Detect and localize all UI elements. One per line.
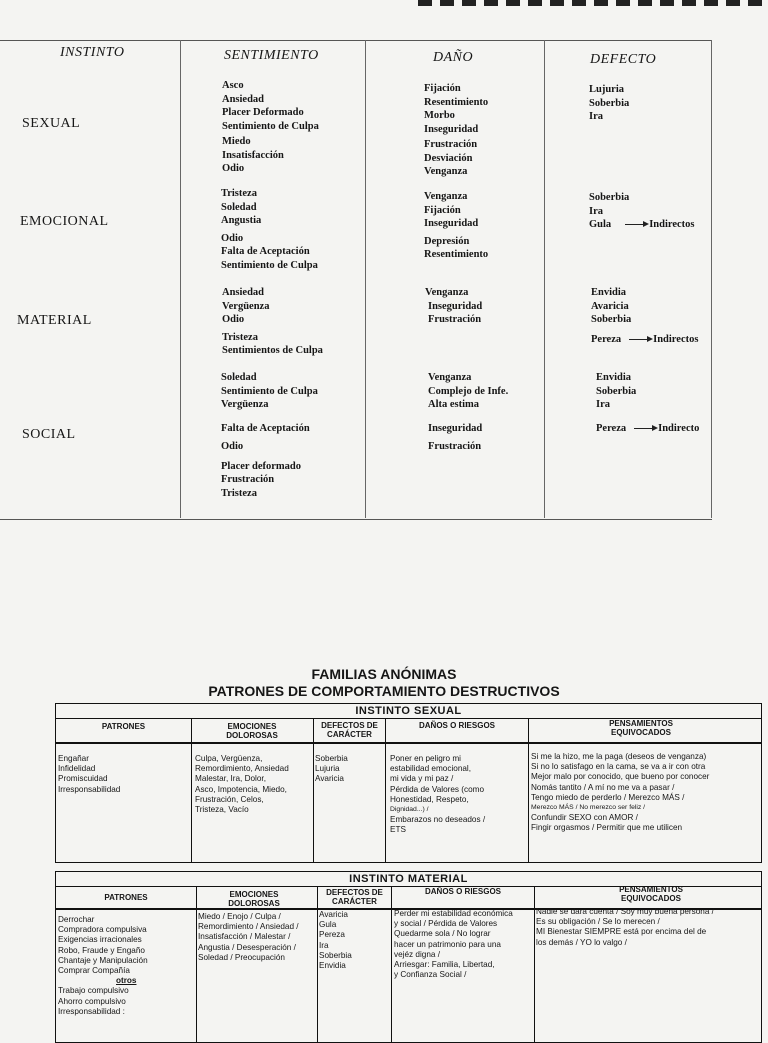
col-header-patrones: PATRONES	[104, 893, 148, 902]
defecto-list: Envidia Avaricia Soberbia Pereza Indirectos	[591, 287, 699, 345]
column-divider	[385, 719, 386, 862]
arrow-icon	[634, 428, 656, 429]
patrones-cell: Engañar Infidelidad Promiscuidad Irresponsabilidad	[58, 754, 121, 794]
material-table-title: INSTINTO MATERIAL	[56, 872, 761, 887]
arrow-icon	[629, 339, 651, 340]
sexual-table	[55, 703, 762, 863]
column-divider	[711, 40, 712, 518]
row-label-emocional: EMOCIONAL	[20, 214, 109, 229]
header-defecto: DEFECTO	[590, 52, 657, 67]
sentimiento-list: Soledad Sentimiento de Culpa Vergüenza Falta de Aceptación Odio Placer deformado Frustración Tristeza	[221, 372, 318, 499]
danos-cell: Perder mi estabilidad económica y social / Pérdida de Valores Quedarme sola / No lograr hacer un patrimonio para una vejéz digna / Arriesgar: Familia, Libertad, y Confianza Social /	[394, 909, 513, 980]
col-header-pensamientos: PENSAMIENTOS EQUIVOCADOS	[609, 719, 673, 737]
col-header-pensamientos: PENSAMIENTOS EQUIVOCADOS	[619, 885, 683, 903]
patrones-cell: Derrochar Compradora compulsiva Exigencias irracionales Robo, Fraude y Engaño Chantaje y Manipulación Comprar Compañía otros Trabajo compulsivo Ahorro compulsivo Irresponsabilidad :	[58, 915, 148, 1016]
column-divider	[317, 887, 318, 1042]
top-edge-mark	[418, 0, 768, 6]
col-header-emociones: EMOCIONES DOLOROSAS	[226, 722, 278, 740]
sexual-table-title: INSTINTO SEXUAL	[56, 704, 761, 719]
defectos-cell: Avaricia Gula Pereza Ira Soberbia Envidia	[319, 910, 352, 971]
row-label-material: MATERIAL	[17, 313, 92, 328]
dano-list: Venganza Complejo de Infe. Alta estima Inseguridad Frustración	[428, 372, 509, 452]
header-sentimiento: SENTIMIENTO	[224, 48, 319, 63]
header-divider	[56, 742, 761, 744]
col-header-patrones: PATRONES	[101, 722, 146, 731]
dano-list: Venganza Fijación Inseguridad Depresión Resentimiento	[424, 191, 489, 260]
column-divider	[365, 40, 366, 518]
column-divider	[196, 887, 197, 1042]
emociones-cell: Miedo / Enojo / Culpa / Remordimiento / Ansiedad / Insatisfacción / Malestar / Angustia / Desesperación / Soledad / Preocupación	[198, 912, 299, 962]
defectos-cell: Soberbia Lujuria Avaricia	[315, 754, 348, 784]
indirect-label: Indirectos	[649, 219, 695, 230]
header-dano: DAÑO	[433, 50, 474, 65]
emociones-cell: Culpa, Vergüenza, Remordimiento, Ansiedad Malestar, Ira, Dolor, Asco, Impotencia, Miedo, Frustración, Celos, Tristeza, Vacío	[195, 754, 289, 815]
indirect-label: Indirectos	[653, 333, 699, 345]
header-instinto: INSTINTO	[60, 45, 125, 60]
col-header-defectos: DEFECTOS DE CARÁCTER	[321, 721, 378, 739]
sentimiento-list: Tristeza Soledad Angustia Odio Falta de Aceptación Sentimiento de Culpa	[221, 188, 318, 271]
col-header-defectos: DEFECTOS DE CARÁCTER	[326, 888, 383, 906]
dano-list: Venganza Inseguridad Frustración	[425, 287, 483, 325]
doc-title: FAMILIAS ANÓNIMAS	[311, 666, 457, 682]
column-divider	[391, 887, 392, 1042]
indirect-label: Indirecto	[658, 422, 700, 434]
pensamientos-cell: Si me la hizo, me la paga (deseos de venganza) Si no lo satisfago en la cama, se va a ir con otra Mejor malo por conocido, que bueno por conocer Nomás tantito / A mí no me va a pasar / Tengo miedo de perderlo / Merezco MÁS / Merezco MÁS / No merezco ser feliz / Confundir SEXO con AMOR / Fingir orgasmos / Permitir que me utilicen	[531, 752, 710, 833]
column-divider	[313, 719, 314, 862]
column-divider	[191, 719, 192, 862]
danos-cell: Poner en peligro mi estabilidad emocional, mi vida y mi paz / Pérdida de Valores (como Honestidad, Respeto, Dignidad...) / Embarazos no deseados / ETS	[390, 754, 486, 835]
arrow-icon	[625, 224, 647, 225]
column-divider	[180, 40, 181, 518]
column-divider	[544, 40, 545, 518]
material-table	[55, 871, 762, 1043]
doc-subtitle: PATRONES DE COMPORTAMIENTO DESTRUCTIVOS	[208, 683, 560, 699]
row-label-sexual: SEXUAL	[22, 116, 81, 131]
defecto-list: Envidia Soberbia Ira Pereza Indirecto	[596, 372, 700, 434]
defecto-list: Soberbia Ira Gula Indirectos	[589, 192, 695, 230]
defecto-extra: Pereza	[591, 333, 622, 345]
dano-list: Fijación Resentimiento Morbo Inseguridad Frustración Desviación Venganza	[424, 83, 489, 177]
col-header-emociones: EMOCIONES DOLOROSAS	[228, 890, 280, 908]
col-header-danos: DAÑOS O RIESGOS	[418, 721, 495, 730]
col-header-danos: DAÑOS O RIESGOS	[424, 887, 501, 896]
column-divider	[528, 719, 529, 862]
sentimiento-list: Asco Ansiedad Placer Deformado Sentimiento de Culpa Miedo Insatisfacción Odio	[222, 80, 319, 174]
row-label-social: SOCIAL	[22, 427, 76, 442]
column-divider	[534, 887, 535, 1042]
defecto-extra: Pereza	[596, 422, 627, 434]
otros-label: otros	[116, 976, 137, 986]
defecto-extra: Gula	[589, 219, 612, 230]
defecto-list: Lujuria Soberbia Ira	[589, 84, 630, 122]
sentimiento-list: Ansiedad Vergüenza Odio Tristeza Sentimientos de Culpa	[222, 287, 323, 356]
pensamientos-cell: Nadie se dará cuenta / Soy muy buena persona / Es su obligación / Se lo merecen / MI Bienestar SIEMPRE está por encima del de los demás / YO lo valgo /	[536, 907, 714, 947]
